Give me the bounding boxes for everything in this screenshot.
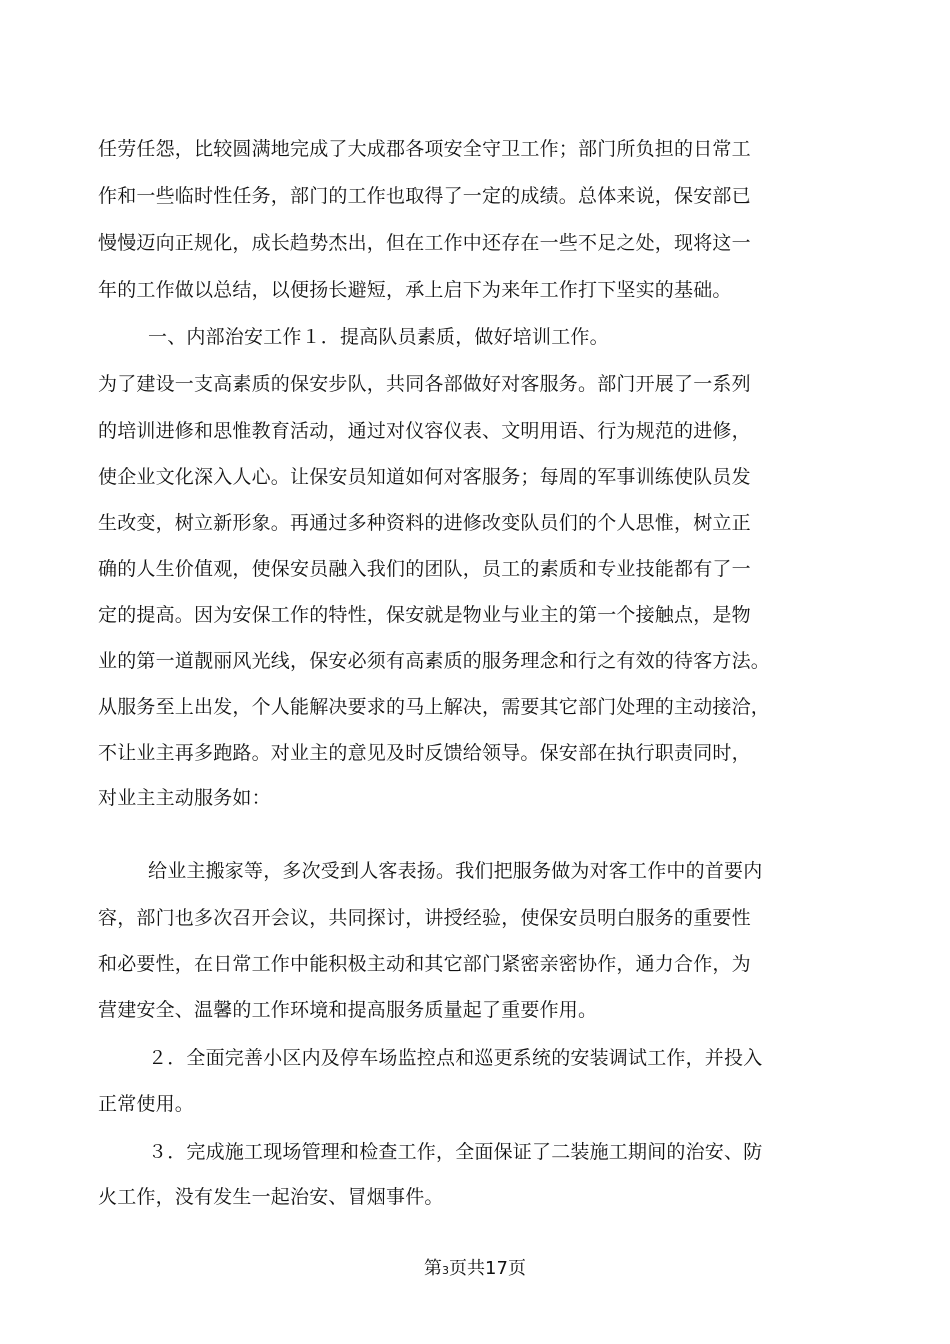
text-line: 为了建设一支高素质的保安步队，共同各部做好对客服务。部门开展了一系列 bbox=[98, 373, 751, 395]
text-line: 定的提高。因为安保工作的特性，保安就是物业与业主的第一个接触点，是物 bbox=[98, 604, 751, 626]
text-line: 正常使用。 bbox=[98, 1093, 195, 1115]
text-line: 给业主搬家等，多次受到人客表扬。我们把服务做为对客工作中的首要内 bbox=[148, 860, 763, 882]
text-line: 容，部门也多次召开会议，共同探讨，讲授经验，使保安员明白服务的重要性 bbox=[98, 907, 751, 929]
page-footer bbox=[0, 1257, 950, 1283]
current-page-number: 3 bbox=[442, 1264, 450, 1277]
text-line: 火工作，没有发生一起治安、冒烟事件。 bbox=[98, 1186, 444, 1208]
text-line: 慢慢迈向正规化，成长趋势杰出，但在工作中还存在一些不足之处，现将这一 bbox=[98, 232, 751, 254]
footer-prefix: 第 bbox=[424, 1258, 443, 1279]
text-line: 不让业主再多跑路。对业主的意见及时反馈给领导。保安部在执行职责同时， bbox=[98, 742, 751, 764]
text-line: 和必要性，在日常工作中能积极主动和其它部门紧密亲密协作，通力合作，为 bbox=[98, 953, 751, 975]
text-line: 对业主主动服务如： bbox=[98, 787, 271, 809]
text-line: ３．完成施工现场管理和检查工作，全面保证了二装施工期间的治安、防 bbox=[148, 1141, 763, 1163]
text-line: 业的第一道靓丽风光线，保安必须有高素质的服务理念和行之有效的待客方法。 bbox=[98, 650, 771, 672]
text-line: 的培训进修和思惟教育活动，通过对仪容仪表、文明用语、行为规范的进修， bbox=[98, 420, 751, 442]
text-line: 营建安全、温馨的工作环境和提高服务质量起了重要作用。 bbox=[98, 999, 598, 1021]
text-line: ２．全面完善小区内及停车场监控点和巡更系统的安装调试工作，并投入 bbox=[148, 1047, 763, 1069]
text-line: 生改变，树立新形象。再通过多种资料的进修改变队员们的个人思惟，树立正 bbox=[98, 512, 751, 534]
footer-suffix: 页 bbox=[507, 1258, 526, 1279]
text-line: 从服务至上出发，个人能解决要求的马上解决，需要其它部门处理的主动接洽， bbox=[98, 696, 771, 718]
footer-middle: 页共 bbox=[449, 1258, 486, 1279]
text-line: 年的工作做以总结，以便扬长避短，承上启下为来年工作打下坚实的基础。 bbox=[98, 279, 732, 301]
section-heading: 一、内部治安工作１．提高队员素质，做好培训工作。 bbox=[148, 326, 609, 348]
total-pages: 17 bbox=[485, 1258, 508, 1279]
text-line: 任劳任怨，比较圆满地完成了大成郡各项安全守卫工作；部门所负担的日常工 bbox=[98, 138, 751, 160]
text-line: 作和一些临时性任务，部门的工作也取得了一定的成绩。总体来说，保安部已 bbox=[98, 185, 751, 207]
text-line: 确的人生价值观，使保安员融入我们的团队，员工的素质和专业技能都有了一 bbox=[98, 558, 751, 580]
text-line: 使企业文化深入人心。让保安员知道如何对客服务；每周的军事训练使队员发 bbox=[98, 466, 751, 488]
